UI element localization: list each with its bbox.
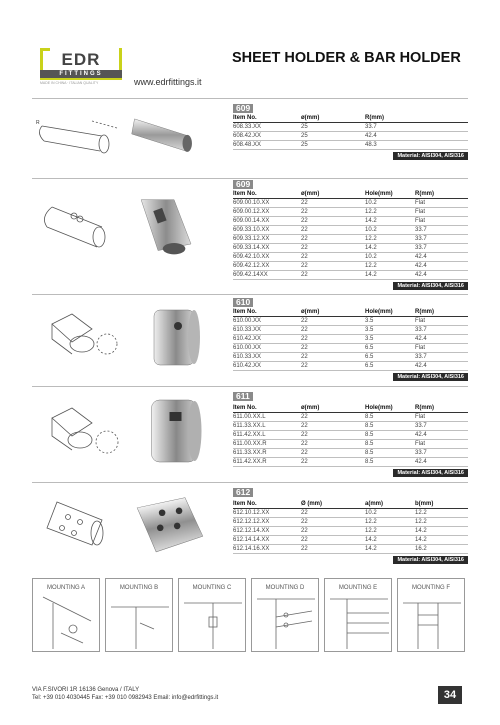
table-cell: 22	[301, 537, 308, 543]
table-cell: 8.5	[365, 450, 374, 456]
table-cell: 611.00.XX.R	[233, 441, 267, 447]
table-cell: b(mm)	[415, 501, 434, 507]
table-header	[233, 308, 468, 316]
table-row	[233, 123, 468, 131]
product-code-tag: 609	[233, 180, 253, 189]
table-header	[233, 190, 468, 198]
table-cell: 12.2	[415, 510, 427, 516]
table-cell: 33.7	[415, 245, 427, 251]
table-cell: 33.7	[415, 227, 427, 233]
table-cell: 8.5	[365, 414, 374, 420]
table-cell: Item No.	[233, 191, 257, 197]
technical-drawing	[32, 490, 127, 560]
company-address: VIA F.SIVORI 1R 16136 Genova / ITALY	[32, 687, 140, 693]
table-cell: 612.10.12.XX	[233, 510, 270, 516]
mounting-c	[178, 578, 246, 652]
brand-logo	[40, 48, 122, 90]
table-cell: 22	[301, 363, 308, 369]
table-row	[233, 527, 468, 535]
table-cell: 22	[301, 263, 308, 269]
table-cell: 22	[301, 450, 308, 456]
table-row	[233, 440, 468, 448]
table-cell: Flat	[415, 218, 426, 224]
table-cell: Item No.	[233, 501, 257, 507]
product-code-tag: 612	[233, 488, 253, 497]
table-row	[233, 217, 468, 225]
table-cell: R(mm)	[415, 309, 434, 315]
table-row	[233, 536, 468, 544]
table-cell: 14.2	[365, 546, 377, 552]
table-cell: 610.00.XX	[233, 345, 262, 351]
table-row	[233, 545, 468, 553]
table-cell: ø(mm)	[301, 115, 320, 121]
table-cell: 22	[301, 354, 308, 360]
table-cell: 22	[301, 254, 308, 260]
table-cell: 3.5	[365, 327, 374, 333]
table-rule	[233, 370, 468, 371]
product-photo	[137, 302, 217, 372]
table-cell: 10.2	[365, 510, 377, 516]
table-cell: 22	[301, 236, 308, 242]
table-cell: 22	[301, 546, 308, 552]
table-cell: 608.48.XX	[233, 142, 262, 148]
table-cell: Flat	[415, 318, 426, 324]
table-cell: a(mm)	[365, 501, 384, 507]
material-label: Material: AISI304, AISI316	[393, 469, 468, 477]
table-cell: 33.7	[365, 124, 377, 130]
table-cell: 6.5	[365, 345, 374, 351]
mounting-b	[105, 578, 173, 652]
mounting-options	[32, 578, 468, 652]
table-cell: 612.12.14.XX	[233, 528, 270, 534]
table-cell: 609.00.10.XX	[233, 200, 270, 206]
table-row	[233, 226, 468, 234]
table-row	[233, 335, 468, 343]
table-cell: 22	[301, 345, 308, 351]
table-cell: 22	[301, 423, 308, 429]
table-cell: 609.42.10.XX	[233, 254, 270, 260]
table-cell: 33.7	[415, 450, 427, 456]
table-rule	[233, 466, 468, 467]
table-row	[233, 317, 468, 325]
material-label: Material: AISI304, AISI316	[393, 373, 468, 381]
table-cell: 42.4	[415, 432, 427, 438]
table-cell: R(mm)	[415, 191, 434, 197]
mounting-f-diagram	[398, 593, 466, 651]
table-cell: 8.5	[365, 423, 374, 429]
table-cell: 42.4	[415, 459, 427, 465]
table-cell: Item No.	[233, 309, 257, 315]
table-cell: 22	[301, 327, 308, 333]
table-cell: Ø (mm)	[301, 501, 322, 507]
table-row	[233, 422, 468, 430]
table-cell: 610.33.XX	[233, 354, 262, 360]
website-link[interactable]: www.edrfittings.it	[134, 77, 202, 87]
mounting-label: MOUNTING F	[412, 585, 450, 591]
table-row	[233, 362, 468, 370]
table-row	[233, 509, 468, 517]
table-header	[233, 500, 468, 508]
table-cell: 25	[301, 142, 308, 148]
mounting-label: MOUNTING D	[265, 585, 305, 591]
table-row	[233, 353, 468, 361]
table-cell: Flat	[415, 200, 426, 206]
table-cell: 22	[301, 336, 308, 342]
logo-tagline: MADE IN CHINA · ITALIAN QUALITY	[40, 81, 99, 85]
mounting-e	[324, 578, 392, 652]
table-cell: Hole(mm)	[365, 191, 393, 197]
table-cell: ø(mm)	[301, 191, 320, 197]
table-cell: 14.2	[415, 528, 427, 534]
table-cell: 42.4	[415, 254, 427, 260]
table-header	[233, 404, 468, 412]
mounting-label: MOUNTING C	[192, 585, 232, 591]
mounting-a	[32, 578, 100, 652]
table-cell: 608.42.XX	[233, 133, 262, 139]
product-code-tag: 609	[233, 104, 253, 113]
table-cell: 42.4	[415, 363, 427, 369]
table-cell: 33.7	[415, 236, 427, 242]
table-cell: 8.5	[365, 432, 374, 438]
table-row	[233, 199, 468, 207]
mounting-b-diagram	[106, 593, 174, 651]
table-cell: 12.2	[365, 263, 377, 269]
table-cell: 8.5	[365, 441, 374, 447]
table-row	[233, 458, 468, 466]
table-cell: 12.2	[365, 528, 377, 534]
table-cell: Flat	[415, 345, 426, 351]
svg-text:R: R	[36, 120, 40, 126]
table-cell: 42.4	[415, 263, 427, 269]
table-cell: 612.14.14.XX	[233, 537, 270, 543]
table-cell: 612.14.16.XX	[233, 546, 270, 552]
table-cell: 8.5	[365, 459, 374, 465]
material-label: Material: AISI304, AISI316	[393, 152, 468, 160]
table-cell: 14.2	[365, 245, 377, 251]
table-cell: 12.2	[365, 236, 377, 242]
logo-subtext: FITTINGS	[40, 70, 122, 78]
page-number: 34	[438, 686, 462, 704]
table-cell: 610.00.XX	[233, 318, 262, 324]
table-cell: 14.2	[415, 537, 427, 543]
company-footer	[32, 686, 218, 702]
table-row	[233, 326, 468, 334]
table-cell: 22	[301, 459, 308, 465]
table-cell: 10.2	[365, 254, 377, 260]
table-cell: 611.33.XX.L	[233, 423, 266, 429]
table-cell: 609.33.10.XX	[233, 227, 270, 233]
table-rule	[233, 553, 468, 554]
mounting-d	[251, 578, 319, 652]
table-cell: 611.42.XX.R	[233, 459, 267, 465]
table-rule	[233, 149, 468, 150]
mounting-f	[397, 578, 465, 652]
table-cell: 608.33.XX	[233, 124, 262, 130]
table-row	[233, 235, 468, 243]
table-header	[233, 114, 468, 122]
table-row	[233, 518, 468, 526]
table-cell: 16.2	[415, 546, 427, 552]
table-cell: 611.00.XX.L	[233, 414, 266, 420]
table-cell: R(mm)	[365, 115, 384, 121]
table-cell: 611.33.XX.R	[233, 450, 267, 456]
table-cell: Item No.	[233, 115, 257, 121]
page-title: SHEET HOLDER & BAR HOLDER	[232, 50, 461, 66]
table-cell: Flat	[415, 441, 426, 447]
table-cell: 22	[301, 519, 308, 525]
mounting-label: MOUNTING A	[46, 585, 85, 591]
mounting-c-diagram	[179, 593, 247, 651]
table-cell: Hole(mm)	[365, 405, 393, 411]
product-photo	[127, 106, 207, 161]
table-cell: 22	[301, 432, 308, 438]
mounting-label: MOUNTING B	[119, 585, 159, 591]
table-cell: 22	[301, 245, 308, 251]
product-photo	[132, 492, 212, 557]
table-cell: 22	[301, 200, 308, 206]
table-row	[233, 431, 468, 439]
material-label: Material: AISI304, AISI316	[393, 556, 468, 564]
table-cell: 22	[301, 441, 308, 447]
table-cell: 42.4	[415, 272, 427, 278]
table-cell: 33.7	[415, 327, 427, 333]
table-cell: 6.5	[365, 363, 374, 369]
table-row	[233, 344, 468, 352]
table-cell: 25	[301, 133, 308, 139]
table-cell: 14.2	[365, 537, 377, 543]
table-cell: 33.7	[415, 423, 427, 429]
table-cell: 12.2	[365, 209, 377, 215]
mounting-e-diagram	[325, 593, 393, 651]
table-cell: 22	[301, 510, 308, 516]
table-cell: 610.42.XX	[233, 363, 262, 369]
table-cell: 22	[301, 528, 308, 534]
table-cell: 10.2	[365, 200, 377, 206]
technical-drawing	[32, 192, 127, 262]
table-rule	[233, 279, 468, 280]
table-row	[233, 262, 468, 270]
table-cell: 610.42.XX	[233, 336, 262, 342]
table-row	[233, 413, 468, 421]
table-cell: Hole(mm)	[365, 309, 393, 315]
table-cell: 612.12.12.XX	[233, 519, 270, 525]
table-cell: 609.33.14.XX	[233, 245, 270, 251]
table-cell: 42.4	[415, 336, 427, 342]
table-cell: 42.4	[365, 133, 377, 139]
table-cell: 609.00.14.XX	[233, 218, 270, 224]
table-cell: 22	[301, 318, 308, 324]
mounting-d-diagram	[252, 593, 320, 651]
table-cell: 14.2	[365, 218, 377, 224]
table-cell: 14.2	[365, 272, 377, 278]
product-photo	[127, 190, 207, 265]
logo-text: EDR	[61, 50, 101, 69]
table-row	[233, 244, 468, 252]
table-row	[233, 449, 468, 457]
table-cell: 610.33.XX	[233, 327, 262, 333]
table-row	[233, 208, 468, 216]
technical-drawing	[32, 398, 127, 468]
table-cell: 611.42.XX.L	[233, 432, 266, 438]
product-code-tag: 610	[233, 298, 253, 307]
table-cell: 33.7	[415, 354, 427, 360]
table-cell: 3.5	[365, 336, 374, 342]
company-contacts: Tel: +39 010 4030445 Fax: +39 010 0982943 Email: info@edrfittings.it	[32, 695, 219, 701]
mounting-label: MOUNTING E	[338, 585, 378, 591]
table-cell: Item No.	[233, 405, 257, 411]
table-cell: 3.5	[365, 318, 374, 324]
table-cell: 25	[301, 124, 308, 130]
table-cell: ø(mm)	[301, 309, 320, 315]
table-row	[233, 141, 468, 149]
table-cell: 609.00.12.XX	[233, 209, 270, 215]
table-row	[233, 132, 468, 140]
technical-drawing	[32, 304, 127, 374]
table-cell: 22	[301, 209, 308, 215]
table-cell: 609.33.12.XX	[233, 236, 270, 242]
table-cell: 22	[301, 272, 308, 278]
material-label: Material: AISI304, AISI316	[393, 282, 468, 290]
product-photo	[137, 394, 217, 469]
mounting-a-diagram	[33, 593, 101, 651]
table-cell: 609.42.12.XX	[233, 263, 270, 269]
technical-drawing	[32, 106, 127, 161]
table-cell: ø(mm)	[301, 405, 320, 411]
table-row	[233, 271, 468, 279]
table-cell: 12.2	[415, 519, 427, 525]
table-cell: 48.3	[365, 142, 377, 148]
table-cell: R(mm)	[415, 405, 434, 411]
table-cell: 609.42.14XX	[233, 272, 268, 278]
table-cell: 22	[301, 218, 308, 224]
product-code-tag: 611	[233, 392, 253, 401]
table-cell: 22	[301, 414, 308, 420]
table-cell: Flat	[415, 414, 426, 420]
table-cell: 12.2	[365, 519, 377, 525]
table-cell: 10.2	[365, 227, 377, 233]
table-row	[233, 253, 468, 261]
table-cell: 6.5	[365, 354, 374, 360]
table-cell: Flat	[415, 209, 426, 215]
table-cell: 22	[301, 227, 308, 233]
